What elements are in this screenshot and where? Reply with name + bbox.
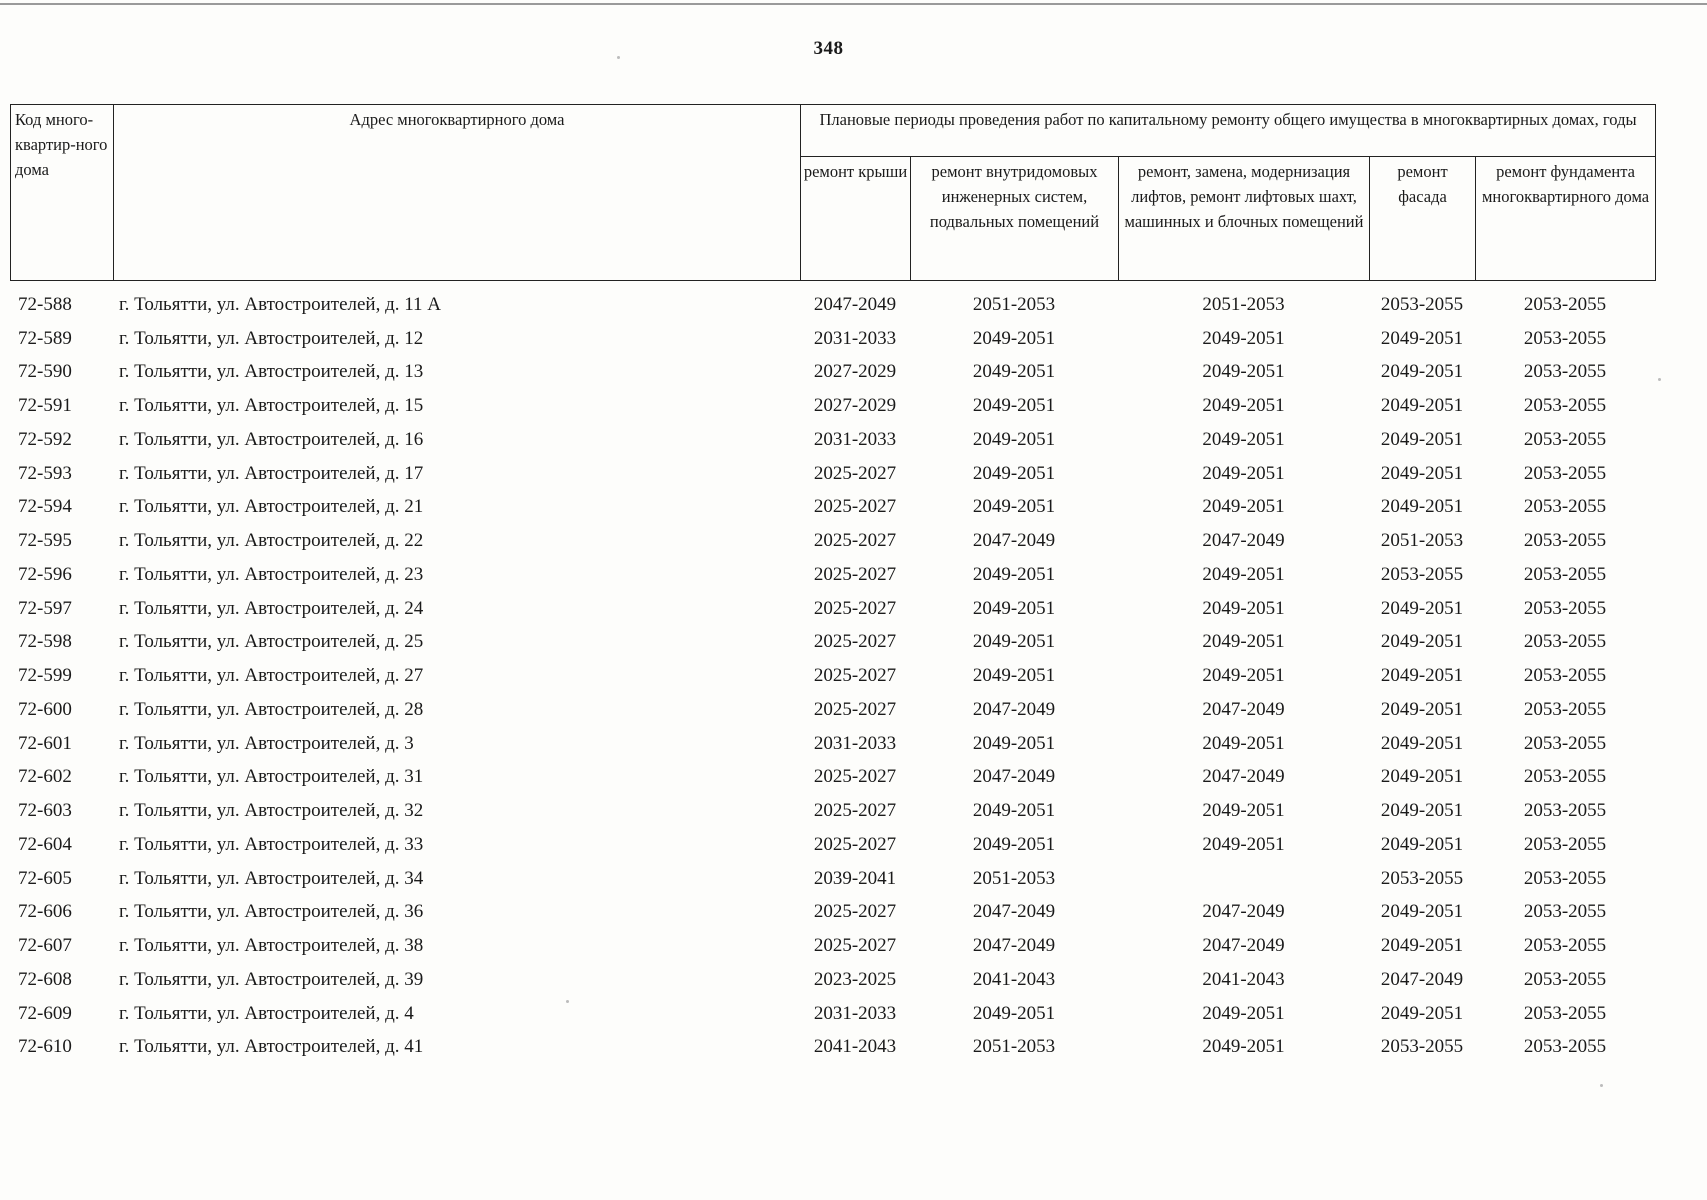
cell-engineering: 2047-2049 <box>972 698 1056 720</box>
table-row <box>10 963 1655 997</box>
cell-address: г. Тольятти, ул. Автостроителей, д. 3 <box>119 732 414 754</box>
cell-facade: 2049-2051 <box>1380 428 1464 450</box>
cell-elevators: 2047-2049 <box>1202 935 1285 957</box>
cell-engineering: 2049-2051 <box>972 462 1056 484</box>
cell-address: г. Тольятти, ул. Автостроителей, д. 16 <box>119 428 424 450</box>
cell-facade: 2053-2055 <box>1380 293 1464 315</box>
cell-foundation: 2053-2055 <box>1523 766 1607 788</box>
cell-address: г. Тольятти, ул. Автостроителей, д. 23 <box>119 563 424 585</box>
cell-facade: 2049-2051 <box>1380 1002 1464 1024</box>
cell-roof: 2025-2027 <box>813 833 897 855</box>
table-row <box>10 558 1655 592</box>
cell-foundation: 2053-2055 <box>1523 597 1607 619</box>
cell-roof: 2025-2027 <box>813 597 897 619</box>
cell-address: г. Тольятти, ул. Автостроителей, д. 38 <box>119 935 424 957</box>
cell-address: г. Тольятти, ул. Автостроителей, д. 33 <box>119 833 424 855</box>
table-row <box>10 457 1655 491</box>
table-row <box>10 389 1655 423</box>
table-row <box>10 727 1655 761</box>
scan-speck <box>617 56 620 59</box>
cell-elevators: 2049-2051 <box>1202 665 1285 687</box>
cell-engineering: 2049-2051 <box>972 395 1056 417</box>
cell-engineering: 2049-2051 <box>972 597 1056 619</box>
cell-facade: 2049-2051 <box>1380 766 1464 788</box>
cell-address: г. Тольятти, ул. Автостроителей, д. 21 <box>119 496 424 518</box>
cell-address: г. Тольятти, ул. Автостроителей, д. 17 <box>119 462 424 484</box>
cell-engineering: 2049-2051 <box>972 631 1056 653</box>
table-row <box>10 659 1655 693</box>
table-row <box>10 356 1655 390</box>
cell-engineering: 2049-2051 <box>972 563 1056 585</box>
cell-code: 72-590 <box>18 361 72 383</box>
cell-engineering: 2047-2049 <box>972 935 1056 957</box>
cell-code: 72-596 <box>18 563 72 585</box>
cell-foundation: 2053-2055 <box>1523 698 1607 720</box>
page-number: 348 <box>813 38 844 59</box>
cell-roof: 2025-2027 <box>813 530 897 552</box>
cell-foundation: 2053-2055 <box>1523 665 1607 687</box>
cell-address: г. Тольятти, ул. Автостроителей, д. 32 <box>119 800 424 822</box>
table-row <box>10 524 1655 558</box>
cell-address: г. Тольятти, ул. Автостроителей, д. 31 <box>119 766 424 788</box>
cell-engineering: 2051-2053 <box>972 1036 1056 1058</box>
cell-facade: 2049-2051 <box>1380 833 1464 855</box>
cell-roof: 2031-2033 <box>813 428 897 450</box>
cell-foundation: 2053-2055 <box>1523 901 1607 923</box>
cell-address: г. Тольятти, ул. Автостроителей, д. 39 <box>119 968 424 990</box>
cell-facade: 2049-2051 <box>1380 361 1464 383</box>
cell-code: 72-601 <box>18 732 72 754</box>
cell-roof: 2047-2049 <box>813 293 897 315</box>
cell-address: г. Тольятти, ул. Автостроителей, д. 36 <box>119 901 424 923</box>
cell-facade: 2049-2051 <box>1380 901 1464 923</box>
cell-foundation: 2053-2055 <box>1523 732 1607 754</box>
cell-engineering: 2047-2049 <box>972 766 1056 788</box>
cell-engineering: 2047-2049 <box>972 901 1056 923</box>
cell-address: г. Тольятти, ул. Автостроителей, д. 28 <box>119 698 424 720</box>
cell-elevators: 2049-2051 <box>1202 462 1285 484</box>
cell-facade: 2049-2051 <box>1380 327 1464 349</box>
cell-code: 72-591 <box>18 395 72 417</box>
cell-foundation: 2053-2055 <box>1523 327 1607 349</box>
table-row <box>10 794 1655 828</box>
table-header <box>10 104 1656 281</box>
cell-engineering: 2049-2051 <box>972 428 1056 450</box>
cell-roof: 2041-2043 <box>813 1036 897 1058</box>
cell-address: г. Тольятти, ул. Автостроителей, д. 4 <box>119 1002 414 1024</box>
header-facade: ремонт фасада <box>1370 157 1476 281</box>
cell-roof: 2031-2033 <box>813 327 897 349</box>
cell-code: 72-599 <box>18 665 72 687</box>
cell-roof: 2039-2041 <box>813 867 897 889</box>
cell-engineering: 2049-2051 <box>972 327 1056 349</box>
cell-address: г. Тольятти, ул. Автостроителей, д. 27 <box>119 665 424 687</box>
cell-roof: 2025-2027 <box>813 496 897 518</box>
cell-facade: 2049-2051 <box>1380 395 1464 417</box>
cell-roof: 2025-2027 <box>813 935 897 957</box>
cell-elevators <box>1118 862 1369 896</box>
cell-elevators: 2049-2051 <box>1202 496 1285 518</box>
cell-address: г. Тольятти, ул. Автостроителей, д. 11 А <box>119 293 442 315</box>
header-roof: ремонт крыши <box>801 157 911 281</box>
cell-facade: 2049-2051 <box>1380 800 1464 822</box>
cell-code: 72-592 <box>18 428 72 450</box>
cell-elevators: 2047-2049 <box>1202 766 1285 788</box>
cell-elevators: 2049-2051 <box>1202 428 1285 450</box>
cell-address: г. Тольятти, ул. Автостроителей, д. 22 <box>119 530 424 552</box>
cell-foundation: 2053-2055 <box>1523 800 1607 822</box>
cell-code: 72-589 <box>18 327 72 349</box>
cell-code: 72-588 <box>18 293 72 315</box>
cell-facade: 2053-2055 <box>1380 1036 1464 1058</box>
cell-roof: 2031-2033 <box>813 732 897 754</box>
cell-address: г. Тольятти, ул. Автостроителей, д. 12 <box>119 327 424 349</box>
data-table <box>10 288 1655 1064</box>
cell-code: 72-608 <box>18 968 72 990</box>
cell-code: 72-597 <box>18 597 72 619</box>
header-code: Код много-квартир-ного дома <box>11 105 114 281</box>
cell-code: 72-595 <box>18 530 72 552</box>
cell-engineering: 2049-2051 <box>972 665 1056 687</box>
cell-roof: 2025-2027 <box>813 563 897 585</box>
cell-elevators: 2049-2051 <box>1202 327 1285 349</box>
cell-roof: 2027-2029 <box>813 395 897 417</box>
cell-code: 72-594 <box>18 496 72 518</box>
table-row <box>10 491 1655 525</box>
cell-elevators: 2049-2051 <box>1202 1036 1285 1058</box>
header-periods: Плановые периоды проведения работ по капитальному ремонту общего имущества в многоквартирных домах, годы <box>801 105 1656 157</box>
cell-code: 72-609 <box>18 1002 72 1024</box>
cell-code: 72-606 <box>18 901 72 923</box>
cell-facade: 2047-2049 <box>1380 968 1464 990</box>
cell-foundation: 2053-2055 <box>1523 1036 1607 1058</box>
table-row <box>10 761 1655 795</box>
cell-facade: 2049-2051 <box>1380 597 1464 619</box>
cell-foundation: 2053-2055 <box>1523 833 1607 855</box>
cell-engineering: 2049-2051 <box>972 833 1056 855</box>
cell-facade: 2049-2051 <box>1380 665 1464 687</box>
header-address: Адрес многоквартирного дома <box>114 105 801 281</box>
table-row <box>10 929 1655 963</box>
cell-roof: 2025-2027 <box>813 462 897 484</box>
scan-speck <box>1658 378 1661 381</box>
cell-foundation: 2053-2055 <box>1523 293 1607 315</box>
header-engineering: ремонт внутридомовых инженерных систем, подвальных помещений <box>911 157 1119 281</box>
cell-code: 72-593 <box>18 462 72 484</box>
cell-code: 72-607 <box>18 935 72 957</box>
cell-engineering: 2051-2053 <box>972 293 1056 315</box>
cell-facade: 2049-2051 <box>1380 698 1464 720</box>
cell-engineering: 2051-2053 <box>972 867 1056 889</box>
cell-engineering: 2047-2049 <box>972 530 1056 552</box>
cell-foundation: 2053-2055 <box>1523 968 1607 990</box>
cell-code: 72-598 <box>18 631 72 653</box>
cell-foundation: 2053-2055 <box>1523 631 1607 653</box>
top-rule <box>0 3 1707 5</box>
cell-foundation: 2053-2055 <box>1523 530 1607 552</box>
table-row <box>10 828 1655 862</box>
cell-code: 72-602 <box>18 766 72 788</box>
cell-facade: 2051-2053 <box>1380 530 1464 552</box>
cell-foundation: 2053-2055 <box>1523 428 1607 450</box>
cell-address: г. Тольятти, ул. Автостроителей, д. 13 <box>119 361 424 383</box>
cell-code: 72-610 <box>18 1036 72 1058</box>
cell-code: 72-600 <box>18 698 72 720</box>
cell-elevators: 2049-2051 <box>1202 800 1285 822</box>
cell-roof: 2025-2027 <box>813 766 897 788</box>
cell-foundation: 2053-2055 <box>1523 1002 1607 1024</box>
table-row <box>10 896 1655 930</box>
cell-engineering: 2049-2051 <box>972 361 1056 383</box>
scan-speck <box>566 1000 569 1003</box>
cell-elevators: 2041-2043 <box>1202 968 1285 990</box>
cell-facade: 2049-2051 <box>1380 631 1464 653</box>
cell-elevators: 2049-2051 <box>1202 732 1285 754</box>
cell-facade: 2053-2055 <box>1380 867 1464 889</box>
table-row <box>10 997 1655 1031</box>
table-row <box>10 626 1655 660</box>
header-foundation: ремонт фундамента многоквартирного дома <box>1476 157 1656 281</box>
cell-address: г. Тольятти, ул. Автостроителей, д. 15 <box>119 395 424 417</box>
cell-facade: 2049-2051 <box>1380 462 1464 484</box>
cell-elevators: 2049-2051 <box>1202 833 1285 855</box>
cell-elevators: 2049-2051 <box>1202 1002 1285 1024</box>
cell-code: 72-603 <box>18 800 72 822</box>
table-row <box>10 1031 1655 1065</box>
cell-foundation: 2053-2055 <box>1523 496 1607 518</box>
cell-roof: 2025-2027 <box>813 665 897 687</box>
cell-roof: 2031-2033 <box>813 1002 897 1024</box>
cell-roof: 2025-2027 <box>813 698 897 720</box>
cell-foundation: 2053-2055 <box>1523 361 1607 383</box>
cell-elevators: 2049-2051 <box>1202 631 1285 653</box>
cell-roof: 2027-2029 <box>813 361 897 383</box>
cell-roof: 2025-2027 <box>813 631 897 653</box>
cell-engineering: 2049-2051 <box>972 496 1056 518</box>
cell-elevators: 2051-2053 <box>1202 293 1285 315</box>
cell-roof: 2023-2025 <box>813 968 897 990</box>
table-row <box>10 288 1655 322</box>
cell-elevators: 2047-2049 <box>1202 901 1285 923</box>
cell-roof: 2025-2027 <box>813 901 897 923</box>
cell-facade: 2049-2051 <box>1380 496 1464 518</box>
cell-foundation: 2053-2055 <box>1523 935 1607 957</box>
cell-engineering: 2049-2051 <box>972 1002 1056 1024</box>
cell-elevators: 2049-2051 <box>1202 563 1285 585</box>
table-row <box>10 423 1655 457</box>
scan-speck <box>1600 1084 1603 1087</box>
table-row <box>10 592 1655 626</box>
cell-facade: 2053-2055 <box>1380 563 1464 585</box>
cell-elevators: 2047-2049 <box>1202 530 1285 552</box>
cell-address: г. Тольятти, ул. Автостроителей, д. 24 <box>119 597 424 619</box>
cell-engineering: 2041-2043 <box>972 968 1056 990</box>
cell-engineering: 2049-2051 <box>972 800 1056 822</box>
cell-facade: 2049-2051 <box>1380 935 1464 957</box>
cell-facade: 2049-2051 <box>1380 732 1464 754</box>
cell-elevators: 2049-2051 <box>1202 597 1285 619</box>
cell-code: 72-605 <box>18 867 72 889</box>
cell-foundation: 2053-2055 <box>1523 867 1607 889</box>
cell-elevators: 2047-2049 <box>1202 698 1285 720</box>
cell-elevators: 2049-2051 <box>1202 395 1285 417</box>
cell-foundation: 2053-2055 <box>1523 563 1607 585</box>
cell-roof: 2025-2027 <box>813 800 897 822</box>
cell-address: г. Тольятти, ул. Автостроителей, д. 34 <box>119 867 424 889</box>
cell-elevators: 2049-2051 <box>1202 361 1285 383</box>
cell-code: 72-604 <box>18 833 72 855</box>
table-row <box>10 322 1655 356</box>
header-elevators: ремонт, замена, модернизация лифтов, ремонт лифтовых шахт, машинных и блочных помещений <box>1119 157 1370 281</box>
cell-foundation: 2053-2055 <box>1523 462 1607 484</box>
cell-engineering: 2049-2051 <box>972 732 1056 754</box>
cell-address: г. Тольятти, ул. Автостроителей, д. 41 <box>119 1036 424 1058</box>
table-row <box>10 693 1655 727</box>
cell-foundation: 2053-2055 <box>1523 395 1607 417</box>
cell-address: г. Тольятти, ул. Автостроителей, д. 25 <box>119 631 424 653</box>
table-row <box>10 862 1655 896</box>
